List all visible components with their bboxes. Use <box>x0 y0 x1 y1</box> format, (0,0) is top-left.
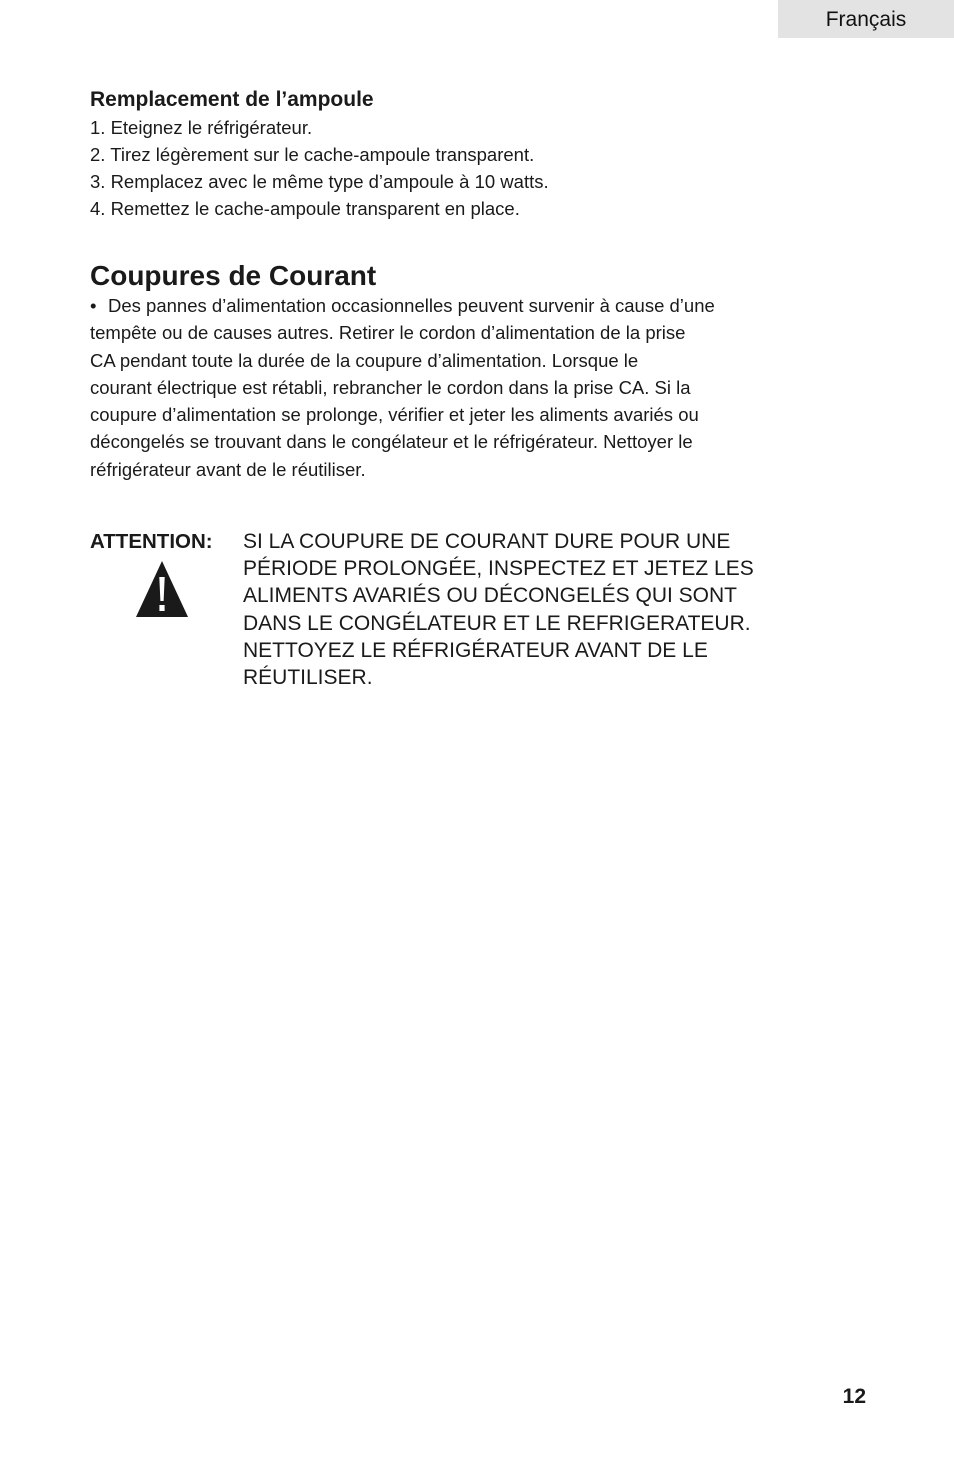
bullet-line: décongelés se trouvant dans le congélateur et le réfrigérateur. Nettoyer le <box>90 431 693 453</box>
power-outage-heading: Coupures de Courant <box>90 260 377 291</box>
bullet-text: Des pannes d’alimentation occasionnelles peuvent survenir à cause d’une <box>108 295 715 316</box>
warning-line: RÉUTILISER. <box>243 666 373 690</box>
bullet-line: CA pendant toute la durée de la coupure d’alimentation. Lorsque le <box>90 349 639 371</box>
bulb-replacement-heading: Remplacement de l’ampoule <box>90 88 374 111</box>
list-item: 2. Tirez légèrement sur le cache-ampoule transparent. <box>90 144 535 165</box>
list-item: 4. Remettez le cache-ampoule transparent en place. <box>90 198 520 219</box>
power-outage-bullet <box>90 292 810 483</box>
bullet-line: réfrigérateur avant de le réutiliser. <box>90 458 366 480</box>
list-item: 1. Eteignez le réfrigérateur. <box>90 117 313 138</box>
page-number: 12 <box>842 1385 866 1408</box>
warning-label: ATTENTION: <box>90 530 213 554</box>
warning-line: SI LA COUPURE DE COURANT DURE POUR UNE <box>243 530 731 554</box>
warning-line: NETTOYEZ LE RÉFRIGÉRATEUR AVANT DE LE <box>243 638 708 662</box>
warning-line: PÉRIODE PROLONGÉE, INSPECTEZ ET JETEZ LES <box>243 557 754 581</box>
warning-text <box>243 528 803 691</box>
page-content <box>90 86 810 688</box>
bullet-line: tempête ou de causes autres. Retirer le cordon d’alimentation de la prise <box>90 322 686 344</box>
bullet-line: courant électrique est rétabli, rebrancher le cordon dans la prise CA. Si la <box>90 376 691 398</box>
warning-triangle-icon <box>136 561 188 617</box>
warning-block <box>90 528 810 688</box>
bullet-line: coupure d’alimentation se prolonge, vérifier et jeter les aliments avariés ou <box>90 404 699 426</box>
warning-line: ALIMENTS AVARIÉS OU DÉCONGELÉS QUI SONT <box>243 584 737 608</box>
language-tab: Français <box>778 0 954 38</box>
warning-line: DANS LE CONGÉLATEUR ET LE REFRIGERATEUR. <box>243 611 751 635</box>
bullet-line <box>90 292 810 319</box>
list-item: 3. Remplacez avec le même type d’ampoule à 10 watts. <box>90 171 549 192</box>
bullet-symbol: • <box>90 295 97 316</box>
bulb-replacement-steps <box>90 114 810 222</box>
